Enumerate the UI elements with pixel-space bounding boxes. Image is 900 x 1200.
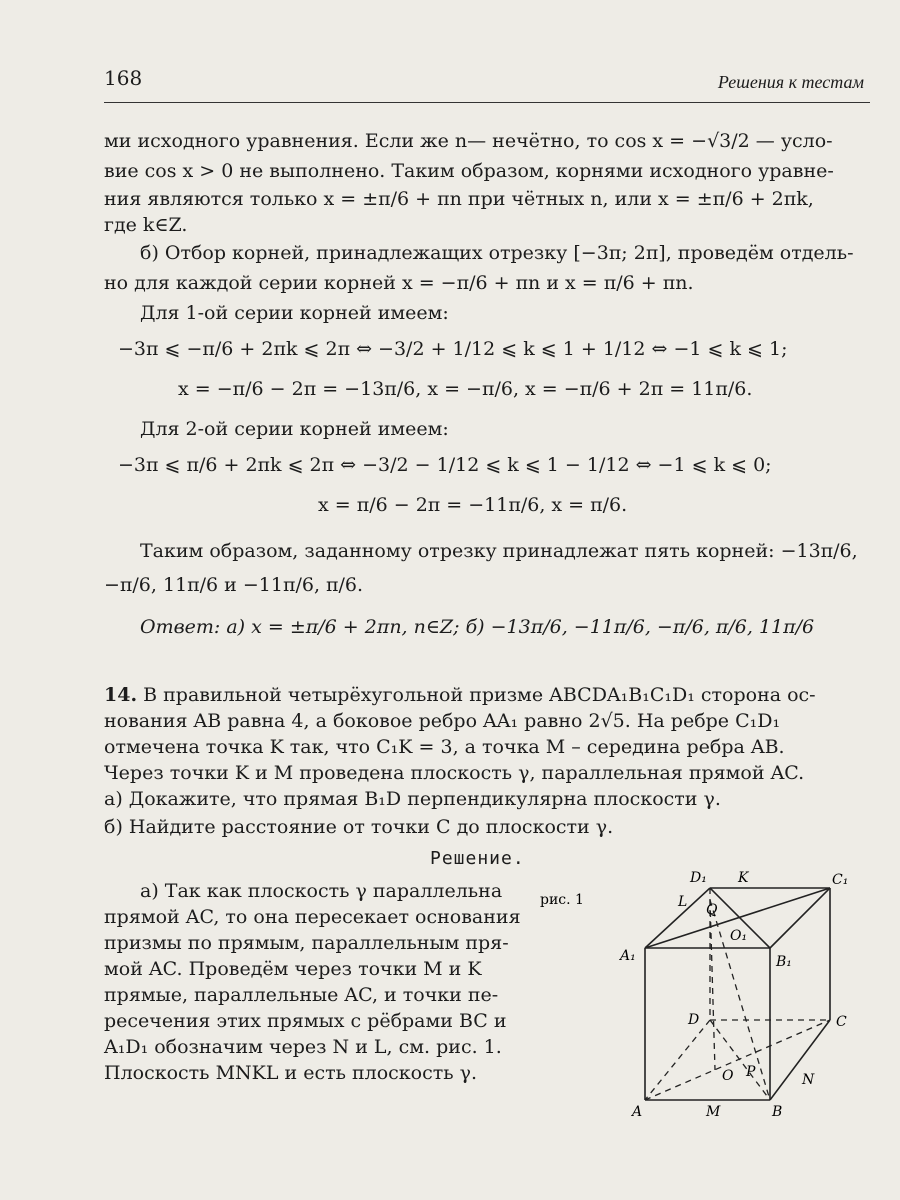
text-line: вие cos x > 0 не выполнено. Таким образом, корнями исходного уравне- [104,160,834,182]
problem-line [104,682,816,708]
problem-line: нования AB равна 4, а боковое ребро AA₁ равно 2√5. На ребре C₁D₁ [104,710,781,732]
problem-question-b: б) Найдите расстояние от точки C до плоскости γ. [104,816,614,838]
point-label-o1: O₁ [730,928,748,944]
equation: −3π ⩽ π/6 + 2πk ⩽ 2π ⇔ −3/2 − 1/12 ⩽ k ⩽ 1 − 1/12 ⇔ −1 ⩽ k ⩽ 0; [118,454,772,476]
solution-line: мой AC. Проведём через точки M и K [104,958,482,980]
point-label-p: P [746,1064,756,1080]
solution-title: Решение. [430,848,525,869]
point-label-d1: D₁ [690,870,707,886]
text-line: но для каждой серии корней x = −π/6 + πn и x = π/6 + πn. [104,272,694,294]
point-label-m: M [706,1104,721,1120]
edge-bc [770,1020,830,1100]
problem-line: Через точки K и M проведена плоскость γ, параллельная прямой AC. [104,762,805,784]
figure-caption: рис. 1 [540,892,584,908]
point-label-c1: C₁ [832,872,849,888]
solution-line: A₁D₁ обозначим через N и L, см. рис. 1. [104,1036,502,1058]
text-line: где k∈Z. [104,214,188,236]
figure-prism [540,870,880,1120]
point-label-a: A [632,1104,643,1120]
diag-db [710,1020,770,1100]
point-label-k: K [738,870,749,886]
equation: x = π/6 − 2π = −11π/6, x = π/6. [318,494,628,516]
edge-da [645,1020,710,1100]
solution-line: ресечения этих прямых с рёбрами BC и [104,1010,507,1032]
solution-line: а) Так как плоскость γ параллельна [140,880,503,902]
problem-question-a: а) Докажите, что прямая B₁D перпендикулярна плоскости γ. [104,788,721,810]
page-number: 168 [104,66,143,90]
equation: x = −π/6 − 2π = −13π/6, x = −π/6, x = −π/6 + 2π = 11π/6. [178,378,753,400]
text-line: Для 1-ой серии корней имеем: [140,302,449,324]
diag-ac [645,1020,830,1100]
solution-line: призмы по прямым, параллельным пря- [104,932,509,954]
equation: −3π ⩽ −π/6 + 2πk ⩽ 2π ⇔ −3/2 + 1/12 ⩽ k ⩽ 1 + 1/12 ⇔ −1 ⩽ k ⩽ 1; [118,338,788,360]
point-label-l: L [678,894,688,910]
page-header [104,62,870,103]
text-line: ми исходного уравнения. Если же n— нечётно, то cos x = −√3/2 — усло- [104,130,833,152]
answer-line: Ответ: а) x = ±π/6 + 2πn, n∈Z; б) −13π/6, −11π/6, −π/6, π/6, 11π/6 [140,616,815,638]
solution-line: Плоскость MNKL и есть плоскость γ. [104,1062,478,1084]
running-head: Решения к тестам [717,72,864,92]
problem-line: отмечена точка K так, что C₁K = 3, а точка M – середина ребра AB. [104,736,785,758]
point-label-c: C [836,1014,847,1030]
point-label-o: O [722,1068,734,1084]
text-line: −π/6, 11π/6 и −11π/6, π/6. [104,574,364,596]
text-line: ния являются только x = ±π/6 + πn при чётных n, или x = ±π/6 + 2πk, [104,188,814,210]
problem-text: В правильной четырёхугольной призме ABCDA₁B₁C₁D₁ сторона ос- [143,684,816,706]
text-line: б) Отбор корней, принадлежащих отрезку [−3π; 2π], проведём отдель- [140,242,854,264]
point-label-b1: B₁ [776,954,792,970]
solution-line: прямой AC, то она пересекает основания [104,906,521,928]
point-label-d: D [688,1012,700,1028]
point-label-b: B [772,1104,783,1120]
text-line: Для 2-ой серии корней имеем: [140,418,449,440]
problem-number: 14. [104,684,138,706]
text-line: Таким образом, заданному отрезку принадлежат пять корней: −13π/6, [140,540,858,562]
solution-line: прямые, параллельные AC, и точки пе- [104,984,499,1006]
point-label-q: Q [706,902,718,918]
point-label-a1: A₁ [620,948,636,964]
point-label-n: N [802,1072,815,1088]
